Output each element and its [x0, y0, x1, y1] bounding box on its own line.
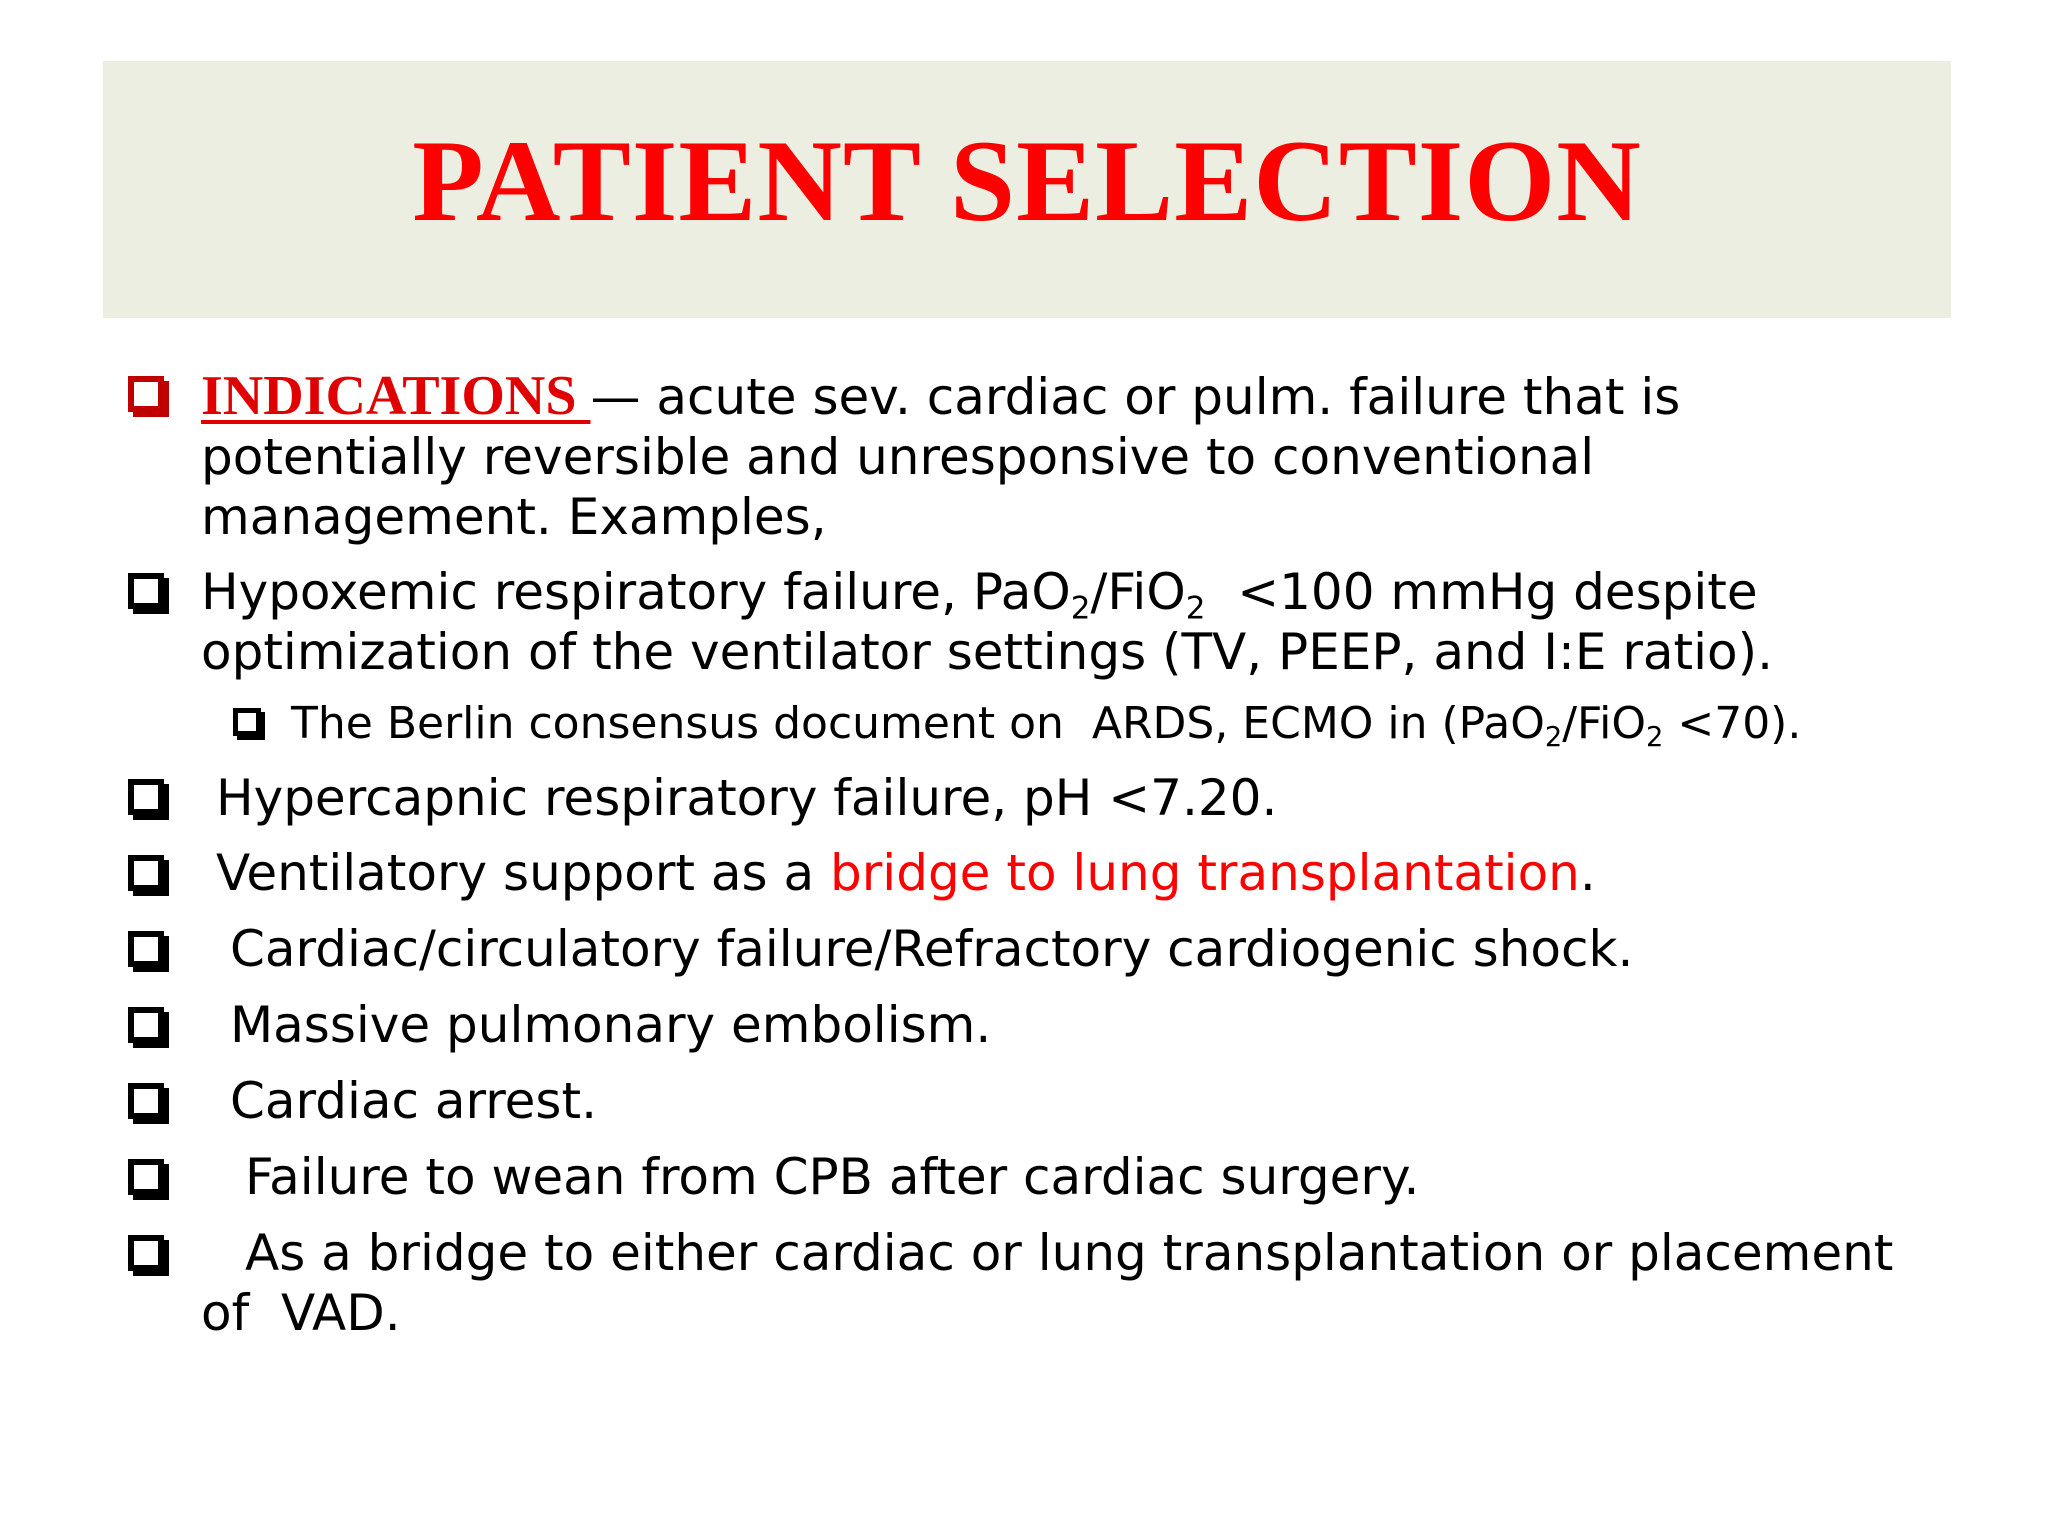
berlin-text-a: The Berlin consensus document on ARDS, ECMO in (PaO [291, 698, 1545, 749]
checkbox-bullet-icon [128, 1083, 164, 1119]
checkbox-bullet-icon [128, 855, 164, 891]
checkbox-bullet-icon [128, 779, 164, 815]
indications-line3: management. Examples, [201, 488, 827, 546]
list-item-arrest: Cardiac arrest. [230, 1072, 597, 1130]
bridge-line2: of VAD. [201, 1284, 401, 1342]
hypoxemic-text-a: Hypoxemic respiratory failure, PaO [201, 563, 1071, 621]
checkbox-bullet-icon [128, 1007, 164, 1043]
list-item-hypercapnic: Hypercapnic respiratory failure, pH <7.20. [216, 769, 1278, 827]
ventilatory-suffix: . [1579, 844, 1596, 902]
list-item-embolism: Massive pulmonary embolism. [230, 996, 992, 1054]
list-item-cardiac-failure: Cardiac/circulatory failure/Refractory cardiogenic shock. [230, 920, 1634, 978]
subscript: 2 [1645, 722, 1664, 754]
berlin-text-b: /FiO [1562, 698, 1646, 749]
ventilatory-highlight: bridge to lung transplantation [830, 844, 1580, 902]
page-title: PATIENT SELECTION [412, 117, 1642, 246]
hypoxemic-text-b: /FiO [1090, 563, 1186, 621]
list-item-hypoxemic [201, 562, 1773, 682]
list-item-indications [201, 366, 1680, 547]
list-item-ventilatory [216, 843, 1596, 903]
hypoxemic-line2: optimization of the ventilator settings (TV, PEEP, and I:E ratio). [201, 623, 1774, 681]
subscript: 2 [1185, 590, 1206, 627]
checkbox-bullet-icon [233, 708, 261, 736]
checkbox-bullet-icon [128, 931, 164, 967]
indications-line2: potentially reversible and unresponsive to conventional [201, 428, 1595, 486]
list-item-wean: Failure to wean from CPB after cardiac surgery. [245, 1148, 1420, 1206]
subscript: 2 [1544, 722, 1563, 754]
checkbox-bullet-icon [128, 1159, 164, 1195]
bridge-line1: As a bridge to either cardiac or lung transplantation or placement [245, 1224, 1894, 1282]
hypoxemic-text-c: <100 mmHg despite [1205, 563, 1758, 621]
berlin-text-c: <70). [1663, 698, 1802, 749]
checkbox-bullet-icon [128, 376, 164, 412]
checkbox-bullet-icon [128, 573, 164, 609]
ventilatory-prefix: Ventilatory support as a [216, 844, 831, 902]
indications-keyword: INDICATIONS [201, 365, 591, 427]
subscript: 2 [1070, 590, 1091, 627]
indications-line1: — acute sev. cardiac or pulm. failure that is [590, 368, 1681, 426]
list-item-bridge [201, 1223, 1893, 1343]
list-item-berlin [291, 698, 1802, 754]
checkbox-bullet-icon [128, 1235, 164, 1271]
